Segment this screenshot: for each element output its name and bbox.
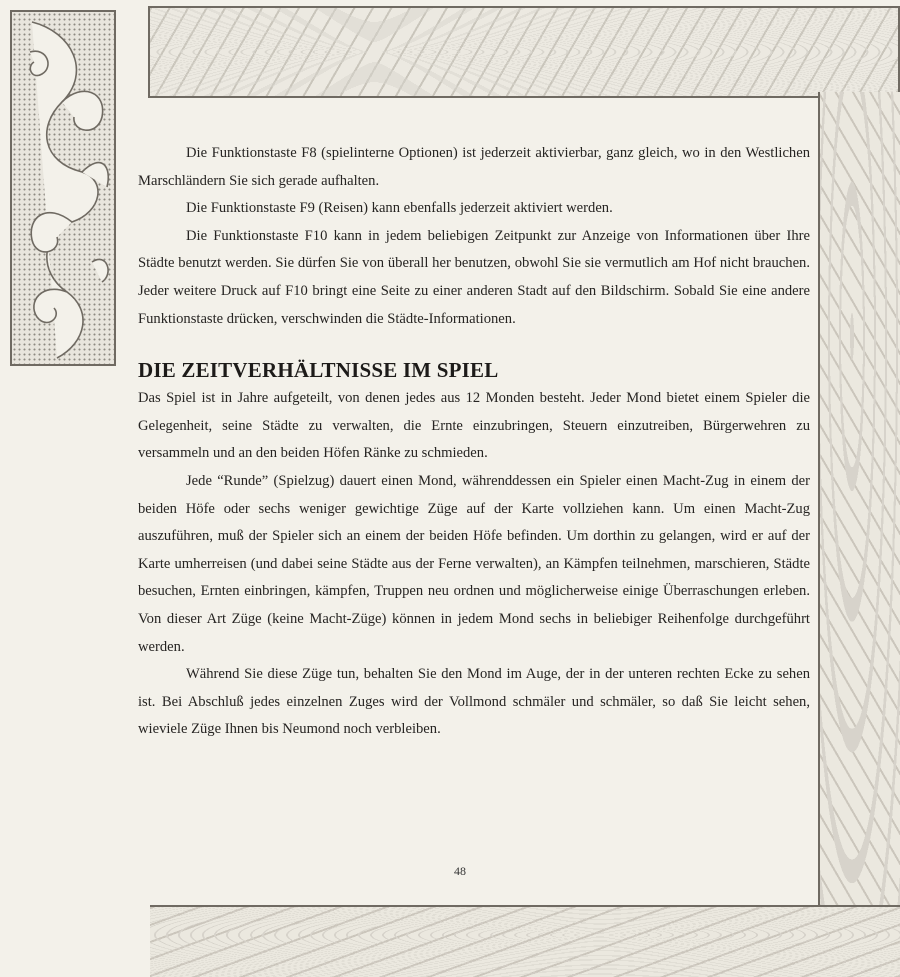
paragraph-moon: Während Sie diese Züge tun, behalten Sie den Mond im Auge, der in der unteren rechten Ecke zu sehen ist. Bei Abschluß jedes einzelnen Zuges wird der Vollmond schmäler und schmäler, so daß Sie leicht sehen, wieviele Züge Ihnen bis Neumond noch verbleiben. <box>138 666 810 738</box>
leaf-border-right <box>818 92 900 907</box>
section-heading: DIE ZEITVERHÄLTNISSE IM SPIEL <box>138 358 499 383</box>
paragraph-f8: Die Funktionstaste F8 (spielinterne Optionen) ist jederzeit aktivierbar, ganz gleich, wo in den Westlichen Marschländern Sie sich gerade aufhalten. <box>138 145 810 189</box>
paragraph-f10: Die Funktionstaste F10 kann in jedem beliebigen Zeitpunkt zur Anzeige von Informationen über Ihre Städte benutzt werden. Sie dürfen Sie von überall her benutzen, obwohl Sie sie vermutlich am Hof nicht brauchen. Jeder weitere Druck auf F10 bringt eine Seite zu einer anderen Stadt auf den Bildschirm. Sobald Sie eine andere Funktionstaste drücken, verschwinden die Städte-Informationen. <box>138 227 810 327</box>
page-number: 48 <box>454 864 466 878</box>
leaf-border-top <box>148 6 900 98</box>
paragraph-years: Das Spiel ist in Jahre aufgeteilt, von denen jedes aus 12 Monden besteht. Jeder Mond bietet einem Spieler die Gelegenheit, seine Städte zu verwalten, die Ernte einzubringen, Steuern einzutreiben, Bürgerwehren zu versammeln und an den beiden Höfen Ränke zu schmieden. <box>138 390 810 462</box>
paragraph-f9: Die Funktionstaste F9 (Reisen) kann ebenfalls jederzeit aktiviert werden. <box>186 200 613 217</box>
floral-corner-ornament-icon <box>10 10 116 366</box>
page-body <box>138 140 810 744</box>
paragraph-rounds: Jede “Runde” (Spielzug) dauert einen Mond, währenddessen ein Spieler einen Macht-Zug in einem der beiden Höfe oder sechs weniger gewichtige Züge auf der Karte vollziehen kann. Um einen Macht-Zug auszuführen, muß der Spieler sich an einem der beiden Höfe befinden. Um dorthin zu gelangen, wird er auf der Karte umherreisen (und dabei seine Städte aus der Ferne verwalten), an Kämpfen teilnehmen, marschieren, Städte besuchen, Ernten einbringen, kämpfen, Truppen neu ordnen und möglicherweise einige Überraschungen erleben. Von dieser Art Züge (keine Macht-Züge) können in jedem Mond sechs in beliebiger Reihenfolge durchgeführt werden. <box>138 472 810 655</box>
leaf-border-bottom <box>150 905 900 977</box>
